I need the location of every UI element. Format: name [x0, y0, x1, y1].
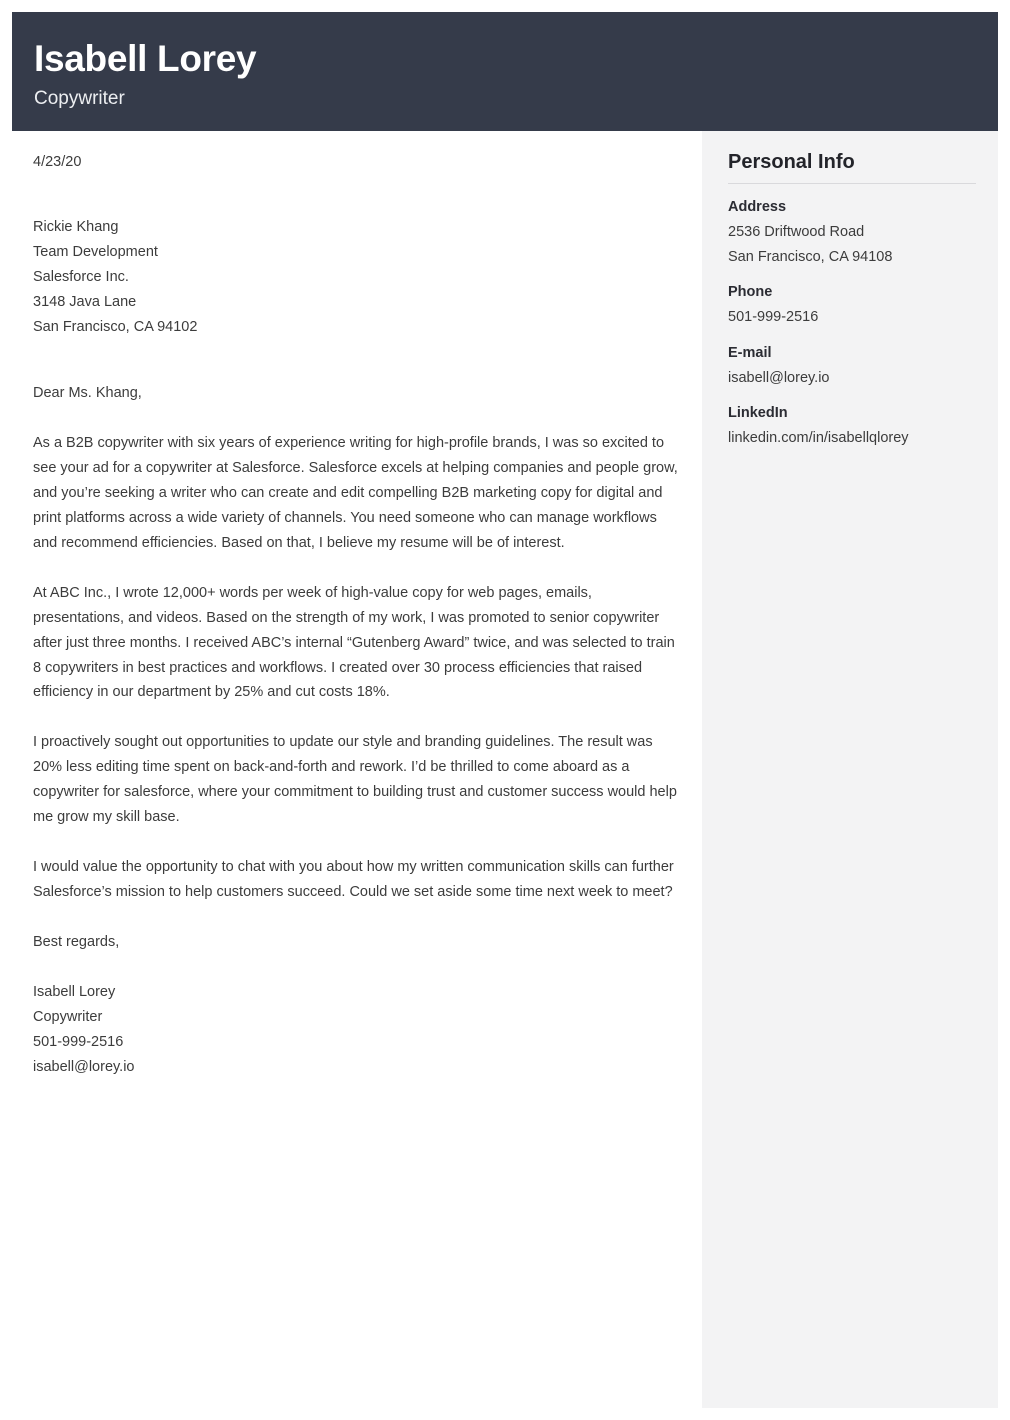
info-group-linkedin — [728, 402, 976, 451]
info-label-phone: Phone — [728, 284, 773, 301]
info-value-phone[interactable]: 501-999-2516 — [728, 309, 819, 326]
document-header — [12, 12, 998, 131]
info-label-linkedin: LinkedIn — [728, 405, 788, 422]
info-value-address-city: San Francisco, CA 94108 — [728, 248, 893, 265]
letter-date: 4/23/20 — [33, 154, 82, 170]
info-group-address — [728, 196, 976, 269]
letter-column — [12, 131, 702, 1080]
info-value-linkedin[interactable]: linkedin.com/in/isabellqlorey — [728, 430, 909, 447]
signature-name: Isabell Lorey — [33, 983, 116, 1000]
info-value-address-street: 2536 Driftwood Road — [728, 223, 865, 240]
letter-paragraph-2: At ABC Inc., I wrote 12,000+ words per week of high-value copy for web pages, emails, presentations, and videos. Based on the strength of my work, I was promoted to senior copywriter after just three months. I received ABC’s internal “Gutenberg Award” twice, and was selected to train 8 copywriters in best practices and workflows. I created over 30 process efficiencies that raised efficiency in our department by 25% and cut costs 18%. — [33, 584, 675, 701]
letter-paragraph-1: As a B2B copywriter with six years of experience writing for high-profile brands, I was so excited to see your ad for a copywriter at Salesforce. Salesforce excels at helping companies and people grow, and you’re seeking a writer who can create and edit compelling B2B marketing copy for digital and print platforms across a wide variety of channels. You need someone who can manage workflows and recommend efficiencies. Based on that, I believe my resume will be of interest. — [33, 435, 678, 551]
info-group-phone — [728, 281, 976, 330]
recipient-department: Team Development — [33, 244, 158, 261]
recipient-name: Rickie Khang — [33, 219, 119, 236]
recipient-city-state-zip: San Francisco, CA 94102 — [33, 319, 198, 336]
signature-block — [33, 980, 678, 1080]
recipient-company: Salesforce Inc. — [33, 269, 129, 286]
signature-email: isabell@lorey.io — [33, 1058, 135, 1075]
letter-closing: Best regards, — [33, 934, 120, 950]
personal-info-sidebar — [702, 131, 998, 1408]
info-label-email: E-mail — [728, 344, 772, 361]
letter-paragraph-4: I would value the opportunity to chat with you about how my written communication skills can further Salesforce’s mission to help customers succeed. Could we set aside some time next week to meet? — [33, 859, 674, 901]
recipient-street: 3148 Java Lane — [33, 294, 137, 311]
letter-salutation: Dear Ms. Khang, — [33, 385, 142, 402]
document-body — [12, 131, 998, 1408]
info-value-email[interactable]: isabell@lorey.io — [728, 369, 830, 386]
signature-phone: 501-999-2516 — [33, 1033, 124, 1050]
header-job-title: Copywriter — [34, 87, 125, 109]
info-label-address: Address — [728, 199, 787, 215]
sidebar-title: Personal Info — [728, 150, 976, 184]
recipient-address-block — [33, 215, 678, 340]
signature-title: Copywriter — [33, 1008, 103, 1025]
page-title: Isabell Lorey — [34, 38, 257, 79]
info-group-email — [728, 342, 976, 391]
letter-paragraph-3: I proactively sought out opportunities to update our style and branding guidelines. The result was 20% less editing time spent on back-and-forth and rework. I’d be thrilled to come aboard as a copywriter for salesforce, where your commitment to building trust and customer success would help me grow my skill base. — [33, 734, 677, 826]
